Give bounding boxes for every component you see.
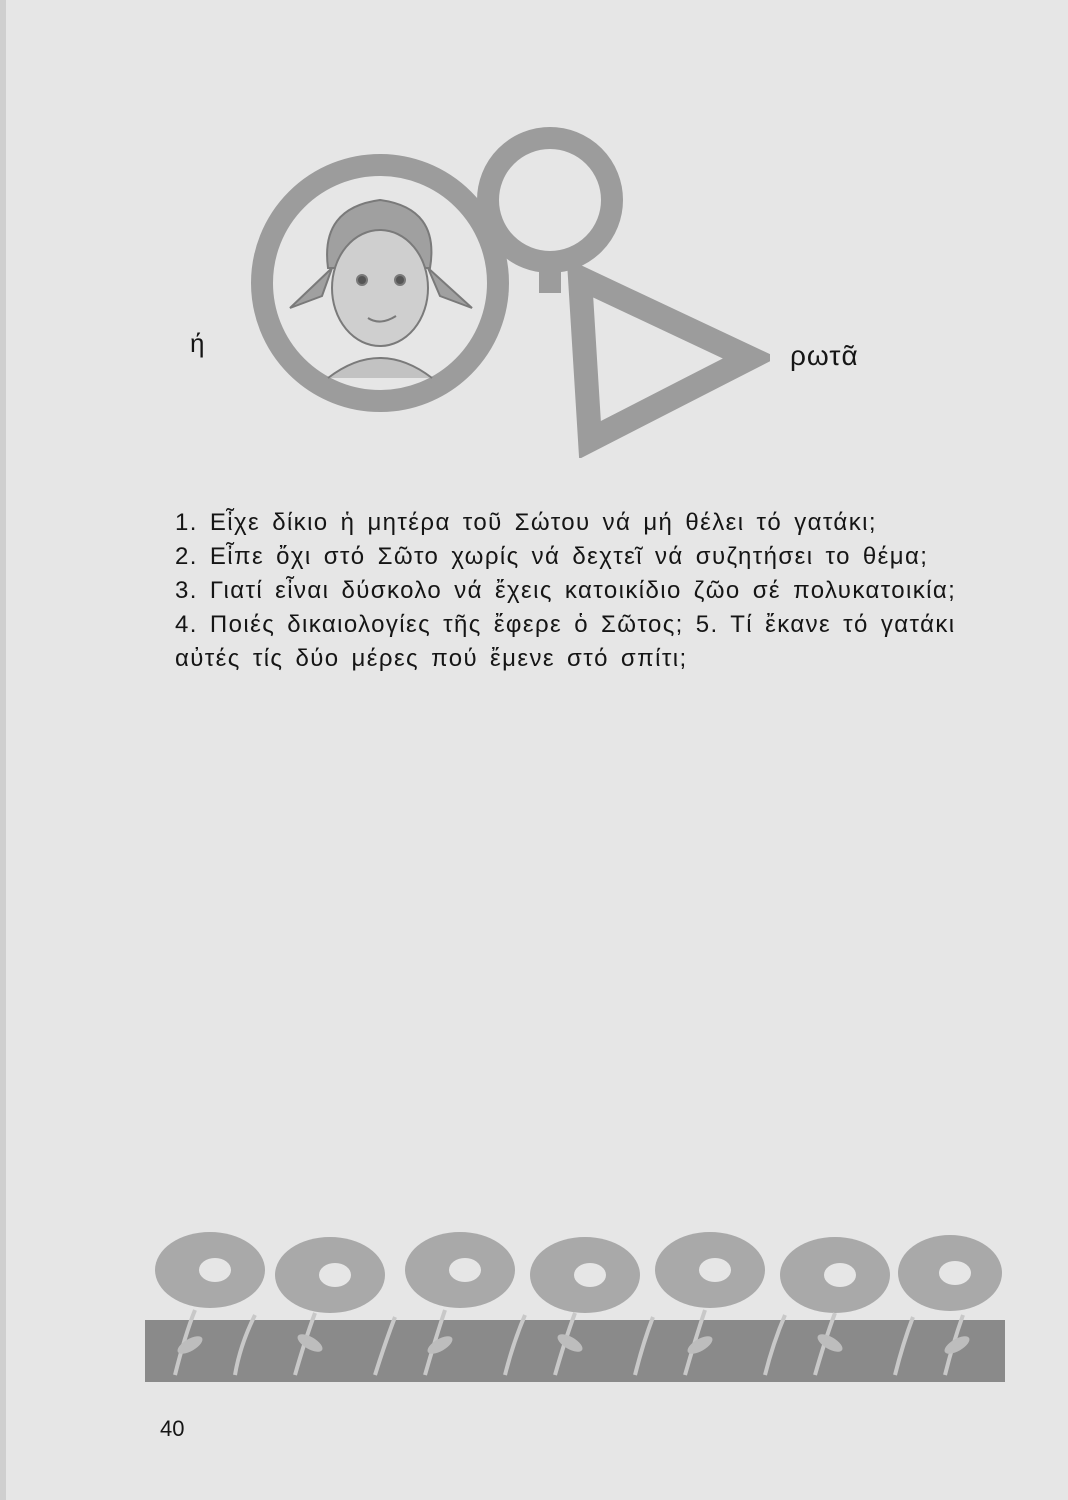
header-word-right: ρωτᾶ	[790, 340, 859, 371]
question-line-2: 2. Εἶπε ὄχι στό Σῶτο χωρίς νά δεχτεῖ νά συζητήσει το θέμα;	[175, 543, 929, 570]
page-number: 40	[160, 1416, 185, 1441]
page-edge	[0, 0, 6, 1500]
question-line-5: αὐτές τίς δύο μέρες πού ἔμενε στό σπίτι;	[175, 645, 688, 672]
girl-face	[290, 200, 472, 378]
question-line-4: 4. Ποιές δικαιολογίες τῆς ἔφερε ὁ Σῶτος; 5. Τί ἔκανε τό γατάκι	[175, 611, 956, 638]
question-line-3: 3. Γιατί εἶναι δύσκολο νά ἔχεις κατοικίδιο ζῶο σέ πολυκατοικία;	[175, 577, 957, 604]
flower-row-icon	[145, 1225, 1005, 1390]
question-line-1: 1. Εἶχε δίκιο ἡ μητέρα τοῦ Σώτου νά μή θέλει τό γατάκι;	[175, 509, 877, 536]
girl-portrait-arrow-icon	[250, 118, 770, 458]
header-word-left: ή	[190, 328, 205, 358]
questions-block	[175, 506, 1035, 676]
